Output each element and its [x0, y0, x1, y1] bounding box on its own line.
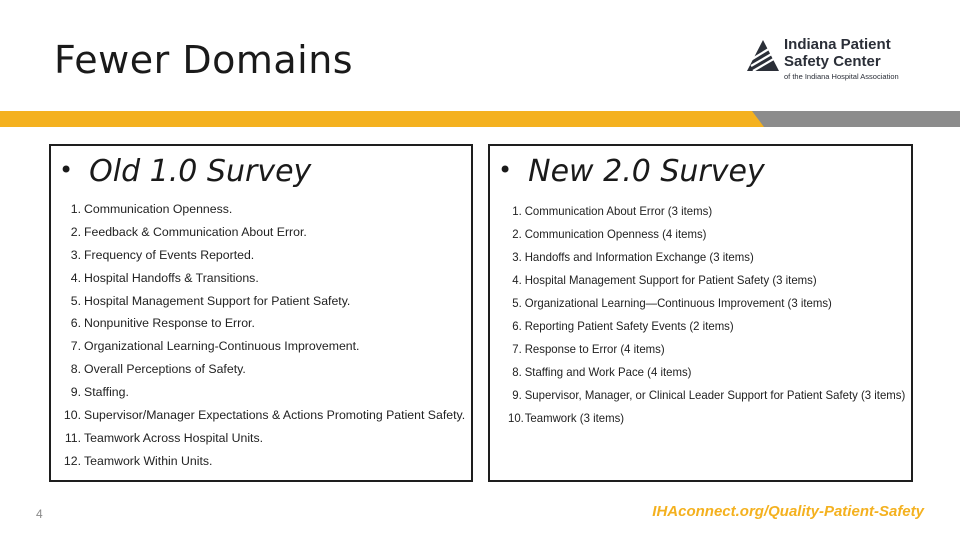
- domain-text: Response to Error (4 items): [524, 343, 665, 356]
- domain-number: 9.: [512, 389, 522, 402]
- domain-list-item: [61, 290, 465, 313]
- domain-text: Supervisor, Manager, or Clinical Leader Support for Patient Safety (3 items): [524, 389, 906, 402]
- domain-list-item: [61, 404, 465, 427]
- domain-text: Teamwork (3 items): [524, 412, 625, 425]
- domain-number: 9.: [70, 385, 81, 400]
- new-survey-domain-list: [508, 200, 905, 430]
- domain-list-item: [61, 450, 465, 473]
- domain-text: Staffing.: [84, 385, 129, 400]
- domain-number: 7.: [512, 343, 522, 356]
- domain-number: 4.: [70, 270, 81, 285]
- domain-list-item: [508, 407, 905, 430]
- domain-text: Hospital Management Support for Patient Safety (3 items): [524, 274, 817, 287]
- domain-number: 7.: [70, 339, 81, 354]
- domain-text: Teamwork Across Hospital Units.: [84, 430, 264, 445]
- domain-text: Communication Openness.: [84, 202, 233, 216]
- domain-number: 10.: [63, 408, 81, 423]
- domain-list-item: [508, 315, 905, 338]
- domain-number: 1.: [70, 202, 81, 216]
- domain-text: Teamwork Within Units.: [84, 453, 213, 468]
- domain-number: 3.: [512, 251, 522, 264]
- domain-text: Organizational Learning—Continuous Improvement (3 items): [524, 297, 832, 310]
- slide-title: Fewer Domains: [54, 38, 354, 82]
- domain-list-item: [61, 198, 465, 221]
- domain-number: 5.: [70, 293, 81, 308]
- domain-list-item: [508, 200, 905, 223]
- domain-text: Overall Perceptions of Safety.: [84, 362, 246, 377]
- logo-line-2: Safety Center: [784, 53, 881, 70]
- domain-list-item: [61, 358, 465, 381]
- domain-text: Frequency of Events Reported.: [84, 247, 255, 262]
- domain-list-item: [508, 338, 905, 361]
- domain-text: Feedback & Communication About Error.: [84, 224, 307, 239]
- new-survey-heading: [498, 154, 765, 189]
- accent-band-gray: [752, 111, 960, 127]
- old-survey-heading: [59, 154, 311, 189]
- page-number: 4: [36, 507, 43, 521]
- domain-number: 5.: [512, 297, 522, 310]
- domain-text: Supervisor/Manager Expectations & Actions Promoting Patient Safety.: [84, 408, 466, 423]
- triangle-stripes-logo-icon: [746, 38, 780, 74]
- domain-text: Organizational Learning-Continuous Improvement.: [84, 339, 360, 354]
- domain-text: Reporting Patient Safety Events (2 items): [524, 320, 734, 333]
- domain-number: 6.: [70, 316, 81, 331]
- domain-list-item: [61, 381, 465, 404]
- domain-list-item: [508, 223, 905, 246]
- domain-list-item: [61, 267, 465, 290]
- domain-list-item: [508, 292, 905, 315]
- domain-text: Communication About Error (3 items): [524, 205, 713, 218]
- domain-text: Handoffs and Information Exchange (3 items): [524, 251, 754, 264]
- domain-list-item: [61, 244, 465, 267]
- domain-list-item: [61, 312, 465, 335]
- domain-list-item: [61, 335, 465, 358]
- domain-number: 8.: [70, 362, 81, 377]
- domain-number: 11.: [64, 430, 81, 445]
- domain-text: Communication Openness (4 items): [524, 228, 707, 241]
- domain-number: 8.: [512, 366, 522, 379]
- new-survey-heading-text: New 2.0 Survey: [528, 154, 765, 189]
- domain-number: 1.: [512, 205, 522, 218]
- old-survey-panel: [49, 144, 473, 482]
- domain-list-item: [508, 269, 905, 292]
- logo-line-3: of the Indiana Hospital Association: [784, 72, 899, 81]
- footer-link[interactable]: IHAconnect.org/Quality-Patient-Safety: [652, 503, 924, 520]
- old-survey-domain-list: [61, 198, 465, 473]
- bullet-icon: •: [59, 156, 74, 184]
- domain-text: Staffing and Work Pace (4 items): [524, 366, 692, 379]
- domain-list-item: [508, 384, 905, 407]
- domain-number: 12.: [63, 453, 81, 468]
- domain-number: 2.: [512, 228, 522, 241]
- ipsc-logo: [746, 36, 926, 84]
- new-survey-panel: [488, 144, 913, 482]
- domain-text: Nonpunitive Response to Error.: [84, 316, 255, 331]
- domain-number: 2.: [70, 224, 81, 239]
- old-survey-heading-text: Old 1.0 Survey: [89, 154, 312, 189]
- domain-list-item: [61, 427, 465, 450]
- domain-list-item: [61, 221, 465, 244]
- domain-number: 4.: [512, 274, 522, 287]
- domain-number: 6.: [512, 320, 522, 333]
- domain-number: 10.: [508, 412, 524, 425]
- domain-number: 3.: [70, 247, 81, 262]
- domain-text: Hospital Handoffs & Transitions.: [84, 270, 259, 285]
- domain-text: Hospital Management Support for Patient Safety.: [84, 293, 351, 308]
- domain-list-item: [508, 361, 905, 384]
- logo-line-1: Indiana Patient: [784, 36, 891, 53]
- domain-list-item: [508, 246, 905, 269]
- bullet-icon: •: [498, 156, 513, 184]
